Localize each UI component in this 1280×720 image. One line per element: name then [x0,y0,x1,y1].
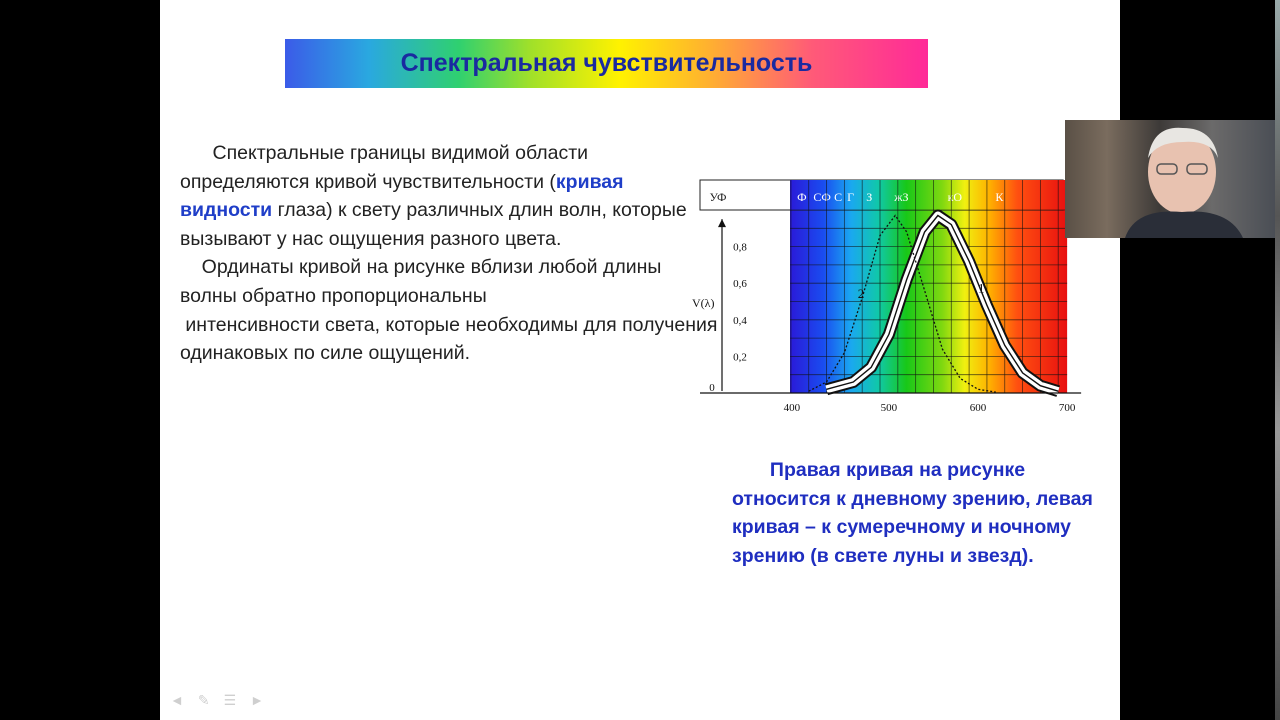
paragraph-1 [180,139,720,253]
paragraph-2: Ординаты кривой на рисунке вблизи любой длины волны обратно пропорциональны [180,256,662,307]
band-label: Г [847,190,855,204]
band-label: УФ [709,190,727,204]
slide [160,0,1120,720]
y-tick-label: 0,6 [733,278,747,291]
band-label: СФ [813,190,831,204]
y-arrowhead [718,219,726,227]
band-label: К [995,190,1004,204]
paragraph-1-start: Спектральные границы видимой области определяются кривой чувствительности ( [180,142,589,193]
next-arrow-icon[interactable]: ► [250,692,265,708]
band-label: кО [947,190,963,204]
band-label: С [834,190,843,204]
x-tick-label: 400 [783,402,801,414]
paragraph-1-end: глаза) к свету различных длин волн, которые вызывают у нас ощущения разного цвета. [180,199,687,250]
color-band-row [700,180,1067,210]
note-text [732,456,1102,570]
band-label: З [866,190,873,204]
band-label: Ф [797,190,807,204]
webcam-overlay [1065,120,1275,238]
x-tick-label: 700 [1058,402,1076,414]
window-edge [1275,0,1280,720]
slide-title: Спектральная чувствительность [400,49,813,77]
note-paragraph: Правая кривая на рисунке относится к дневному зрению, левая кривая – к сумеречному и ночному зрению (в свете луны и звезд). [732,459,1093,567]
x-tick-label: 600 [969,402,987,414]
curve-label-1: 1 [978,280,985,296]
x-tick-label: 500 [880,402,898,414]
curve-label-2: 2 [857,285,865,301]
prev-arrow-icon[interactable]: ◄ [170,692,184,708]
menu-icon[interactable]: ☰ [223,692,237,708]
highlight-term: кривая видности [180,170,624,222]
y-tick-label: 0,2 [733,351,747,364]
band-label: жЗ [894,190,909,204]
y-tick-label: 0,8 [733,241,747,254]
band-row-fill [790,180,1067,210]
slide-nav[interactable] [170,692,264,709]
y-axis-label: V(λ) [692,295,715,310]
pen-icon[interactable]: ✎ [197,692,210,708]
y-tick-label: 0 [709,382,715,394]
spectral-sensitivity-chart [692,175,1110,425]
paragraph-3: интенсивности света, которые необходимы для получения одинаковых по силе ощущений. [180,313,718,365]
title-banner [285,39,928,88]
y-tick-label: 0,4 [733,314,747,327]
presenter-video [1065,120,1275,238]
body-text [180,139,720,368]
